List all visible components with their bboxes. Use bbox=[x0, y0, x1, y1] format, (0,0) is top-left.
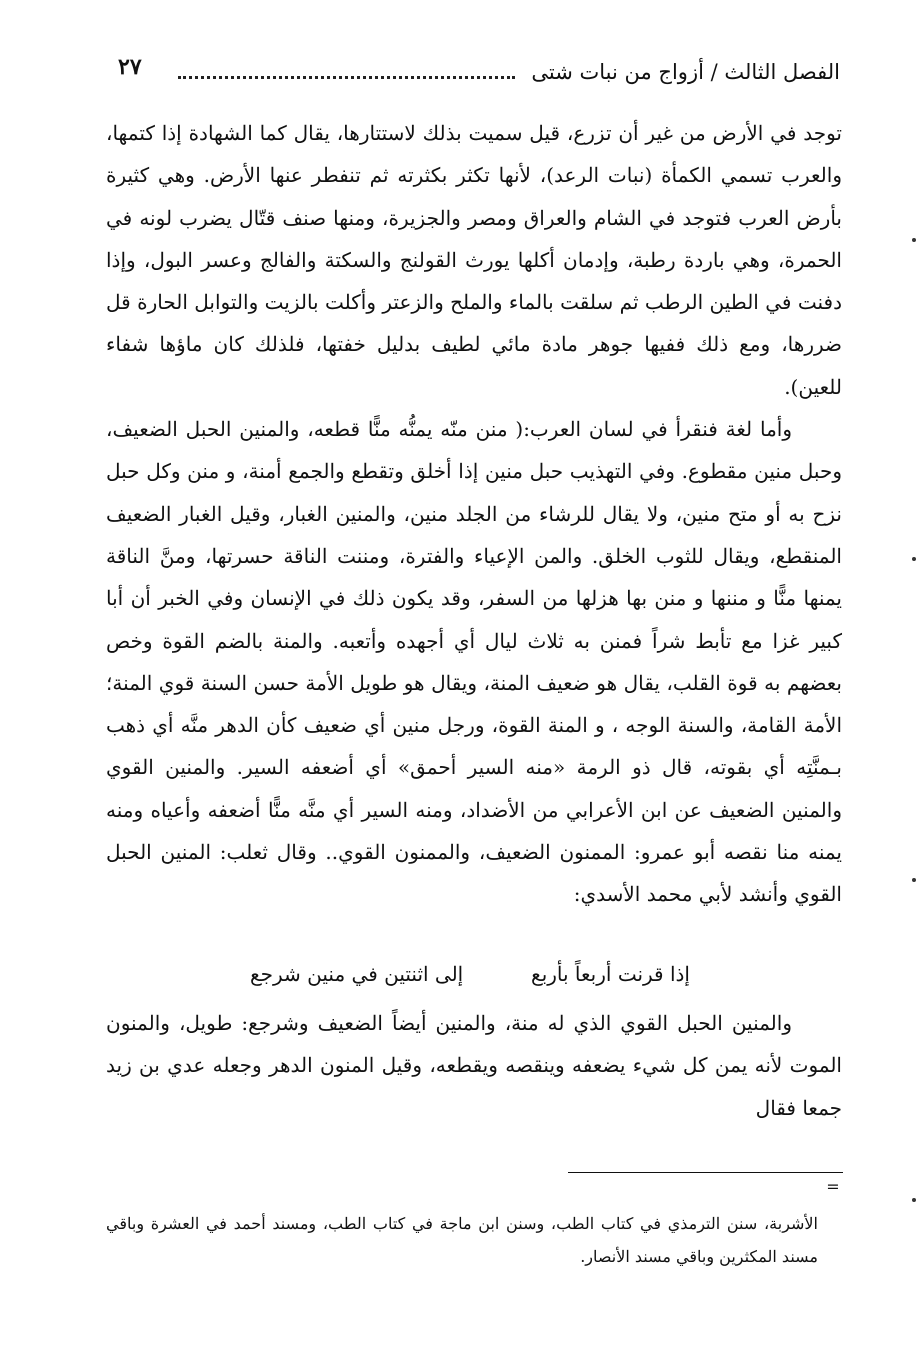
margin-mark bbox=[912, 557, 916, 561]
main-text bbox=[106, 112, 842, 916]
margin-mark bbox=[912, 878, 916, 882]
header-dashed-rule bbox=[178, 76, 515, 79]
footnote-separator bbox=[568, 1172, 843, 1173]
paragraph-manun: والمنين الحبل القوي الذي له منة، والمنين أيضاً الضعيف وشرجع: طويل، والمنون الموت لأنه يمن كل شيء يضعفه وينقصه ويقطعه، وقيل المنون الدهر وجعله عدي بن زيد جمعا فقال bbox=[106, 1011, 842, 1120]
margin-mark bbox=[912, 238, 916, 242]
running-title: الفصل الثالث / أزواج من نبات شتى bbox=[531, 60, 840, 84]
margin-mark bbox=[912, 1198, 916, 1202]
page-number: ٢٧ bbox=[118, 54, 142, 80]
footnote-continuation-mark: = bbox=[826, 1177, 840, 1196]
verse-second-hemistich: إلى اثنتين في منين شرجع bbox=[250, 962, 464, 986]
paragraph-lisan-al-arab: وأما لغة فنقرأ في لسان العرب:( منن منّه يمنُّه منًّا قطعه، والمنين الحبل الضعيف، وحبل منين مقطوع. وفي التهذيب حبل منين إذا أخلق وتقطع والجمع أمنة، و منن وكل حبل نزح به أو متح منين، ولا يقال للرشاء من الجلد منين، والمنين الغبار، وقيل الغبار الضعيف المنقطع، ويقال للثوب الخلق. والمن الإعياء والفترة، ومننت الناقة حسرتها، ومنَّ الناقة يمنها منًّا و مننها و منن بها هزلها من السفر، وقد يكون ذلك في الإنسان وفي الخبر أن أبا كبير غزا مع تأبط شراً فمنن به ثلاث ليال أي أجهده وأتعبه. والمنة بالضم القوة وخص بعضهم به قوة القلب، يقال هو ضعيف المنة، ويقال هو طويل الأمة حسن السنة قوي المنة؛ الأمة القامة، والسنة الوجه ، و المنة القوة، ورجل منين أي ضعيف كأن الدهر منَّه أي ذهب بـمنَّتِه أي بقوته، قال ذو الرمة «منه السير أحمق» أي أضعفه السير. والمنين القوي والمنين الضعيف عن ابن الأعرابي من الأضداد، ومنه السير أي منَّه منًّا أضعفه وأعياه ومنه يمنه منا نقصه أبو عمرو: الممنون الضعيف، والممنون القوي.. وقال ثعلب: المنين الحبل القوي وأنشد لأبي محمد الأسدي: bbox=[106, 417, 843, 907]
paragraph-kamaa: توجد في الأرض من غير أن تزرع، قيل سميت بذلك لاستتارها، يقال كما الشهادة إذا كتمها، والعرب تسمي الكمأة (نبات الرعد)، لأنها تكثر بكثرته ثم تنفطر عنها الأرض. وهي كثيرة بأرض العرب فتوجد في الشام والعراق ومصر والجزيرة، ومنها صنف قتّال يضرب لونه في الحمرة، وهي باردة رطبة، وإدمان أكلها يورث القولنج والسكتة والفالج وعسر البول، وإذا دفنت في الطين الرطب ثم سلقت بالماء والملح والزعتر وأكلت بالزيت والتوابل الحارة قل ضررها، ومع ذلك ففيها جوهر مادة مائي لطيف بدليل خفتها، فلذلك كان ماؤها شفاء للعين). bbox=[106, 121, 842, 399]
poetry-verse bbox=[250, 953, 690, 995]
verse-first-hemistich: إذا قرنت أربعاً بأربع bbox=[531, 962, 690, 986]
page-header bbox=[118, 54, 840, 94]
footnote: الأشربة، سنن الترمذي في كتاب الطب، وسنن ابن ماجة في كتاب الطب، ومسند أحمد في العشرة وباقي مسند المكثرين وباقي مسند الأنصار. bbox=[106, 1214, 818, 1266]
main-text-continued bbox=[106, 1002, 842, 1129]
